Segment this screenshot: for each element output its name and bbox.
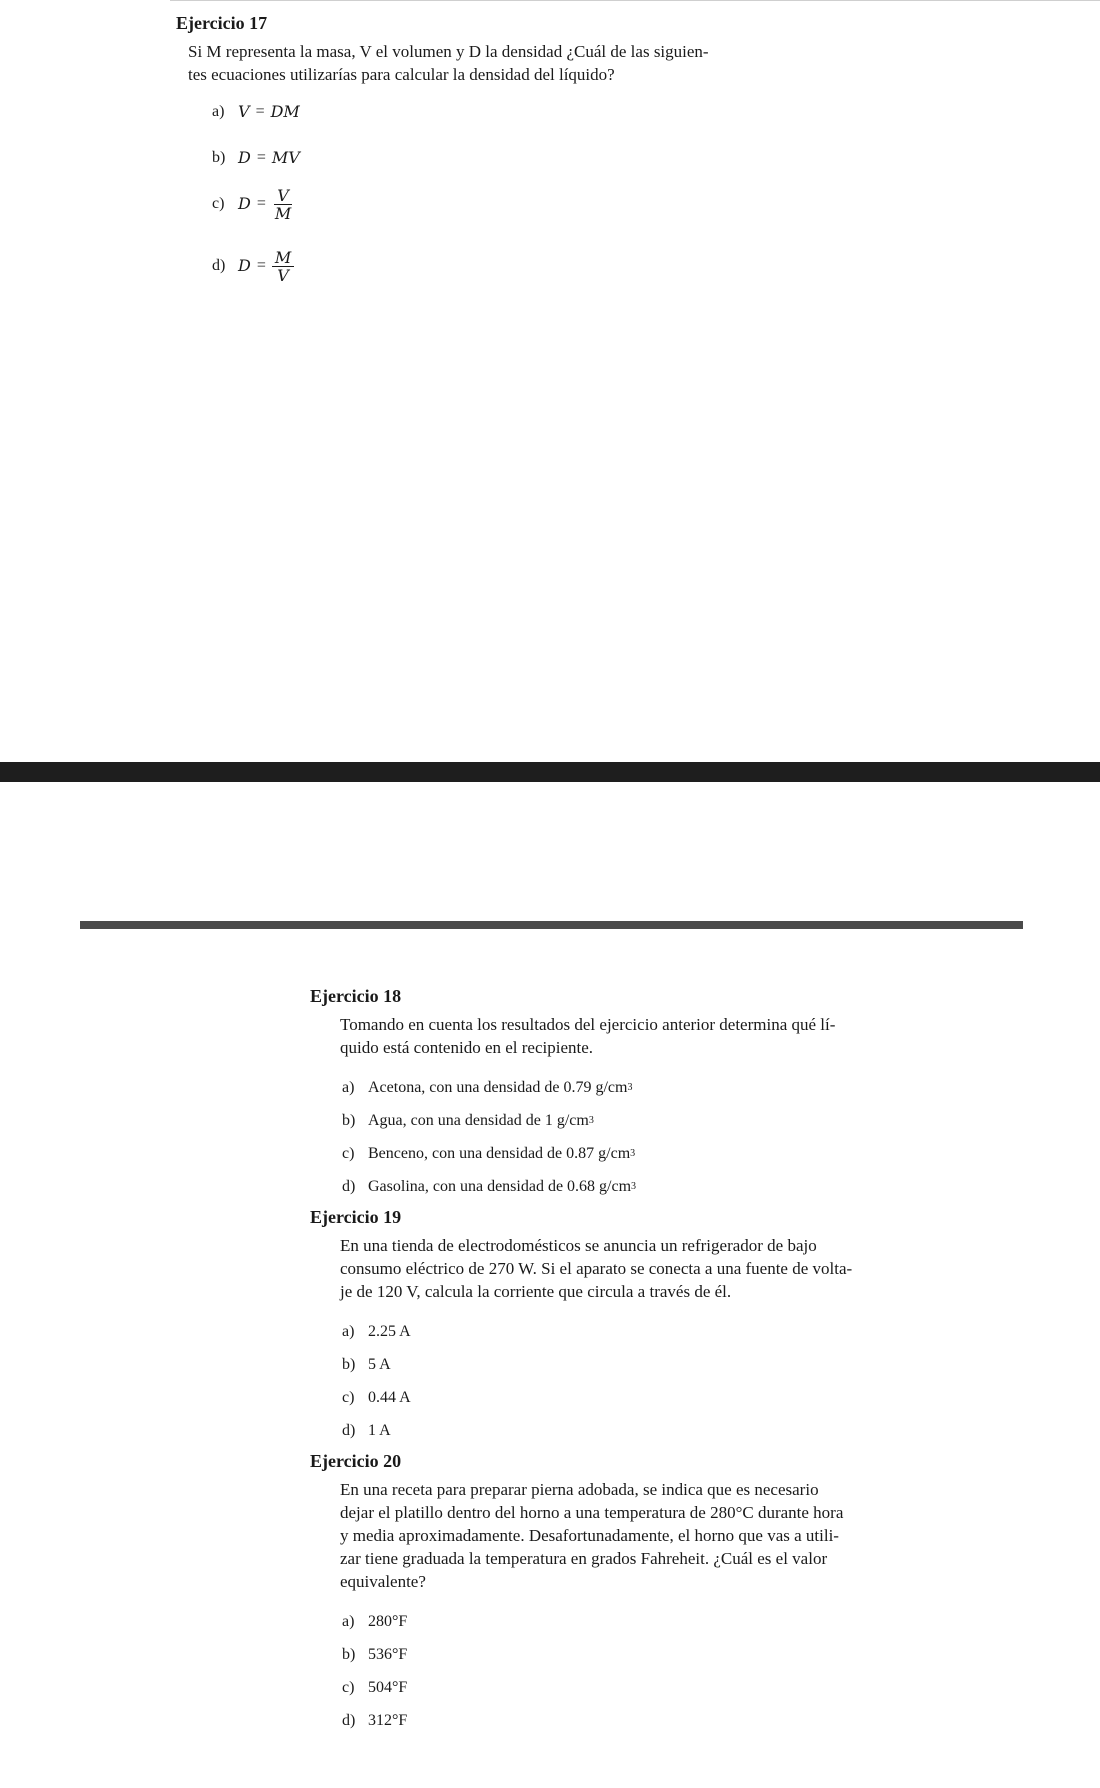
option-a[interactable]: a) V = DM <box>212 102 300 121</box>
exercise-19 <box>310 1206 950 1447</box>
option-b[interactable]: b) 5 A <box>342 1355 391 1373</box>
option-c[interactable]: c) 0.44 A <box>342 1388 411 1406</box>
options-list <box>342 1315 950 1447</box>
exercise-statement: Tomando en cuenta los resultados del ejercicio anterior determina qué lí- quido está contenido en el recipiente. <box>340 1015 836 1057</box>
option-c[interactable]: c) 504°F <box>342 1678 408 1696</box>
option-d[interactable]: d) Gasolina, con una densidad de 0.68 g/cm 3 <box>342 1177 637 1195</box>
option-b[interactable]: b) Agua, con una densidad de 1 g/cm 3 <box>342 1111 594 1129</box>
option-a[interactable]: a) 2.25 A <box>342 1322 411 1340</box>
options-list <box>342 1071 950 1203</box>
page-top-rule <box>80 921 1023 929</box>
exercise-title: Ejercicio 19 <box>310 1207 402 1227</box>
option-b[interactable]: b) D = MV <box>212 148 300 167</box>
exercise-title: Ejercicio 17 <box>176 13 268 33</box>
exercise-17 <box>176 12 876 286</box>
options-list <box>342 1605 950 1737</box>
option-d[interactable]: d) 312°F <box>342 1711 408 1729</box>
exercise-statement: En una receta para preparar pierna adobada, se indica que es necesario dejar el platillo dentro del horno a una temperatura de 280°C durante hora y media aproximadamente. Desafortunadamente, el horno que vas a utili- zar tiene graduada la temperatura en grados Fahreheit. ¿Cuál es el valor equivalente? <box>340 1480 844 1591</box>
option-a[interactable]: a) 280°F <box>342 1612 408 1630</box>
options-list <box>212 98 876 286</box>
option-a[interactable]: a) Acetona, con una densidad de 0.79 g/cm 3 <box>342 1078 633 1096</box>
option-c[interactable]: c) Benceno, con una densidad de 0.87 g/cm 3 <box>342 1144 636 1162</box>
exercise-statement: En una tienda de electrodomésticos se anuncia un refrigerador de bajo consumo eléctrico de 270 W. Si el aparato se conecta a una fuente de volta- je de 120 V, calcula la corriente que circula a través de él. <box>340 1236 853 1301</box>
page-separator-bar <box>0 762 1100 782</box>
exercise-statement: Si M representa la masa, V el volumen y D la densidad ¿Cuál de las siguien- tes ecuaciones utilizarías para calcular la densidad del líquido? <box>188 42 709 84</box>
exercise-title: Ejercicio 20 <box>310 1451 402 1471</box>
exercise-18 <box>310 985 950 1203</box>
option-d[interactable]: d) 1 A <box>342 1421 391 1439</box>
top-divider <box>170 0 1100 1</box>
option-c[interactable]: c) D = $\frac{V}{M}$ <box>212 184 876 224</box>
exercise-title: Ejercicio 18 <box>310 986 402 1006</box>
fraction: $\frac{V}{M}$ <box>274 185 292 223</box>
fraction: $\frac{M}{V}$ <box>272 249 294 284</box>
option-b[interactable]: b) 536°F <box>342 1645 408 1663</box>
option-d[interactable]: d) D = $\frac{M}{V}$ <box>212 246 876 286</box>
exercise-20 <box>310 1450 950 1737</box>
